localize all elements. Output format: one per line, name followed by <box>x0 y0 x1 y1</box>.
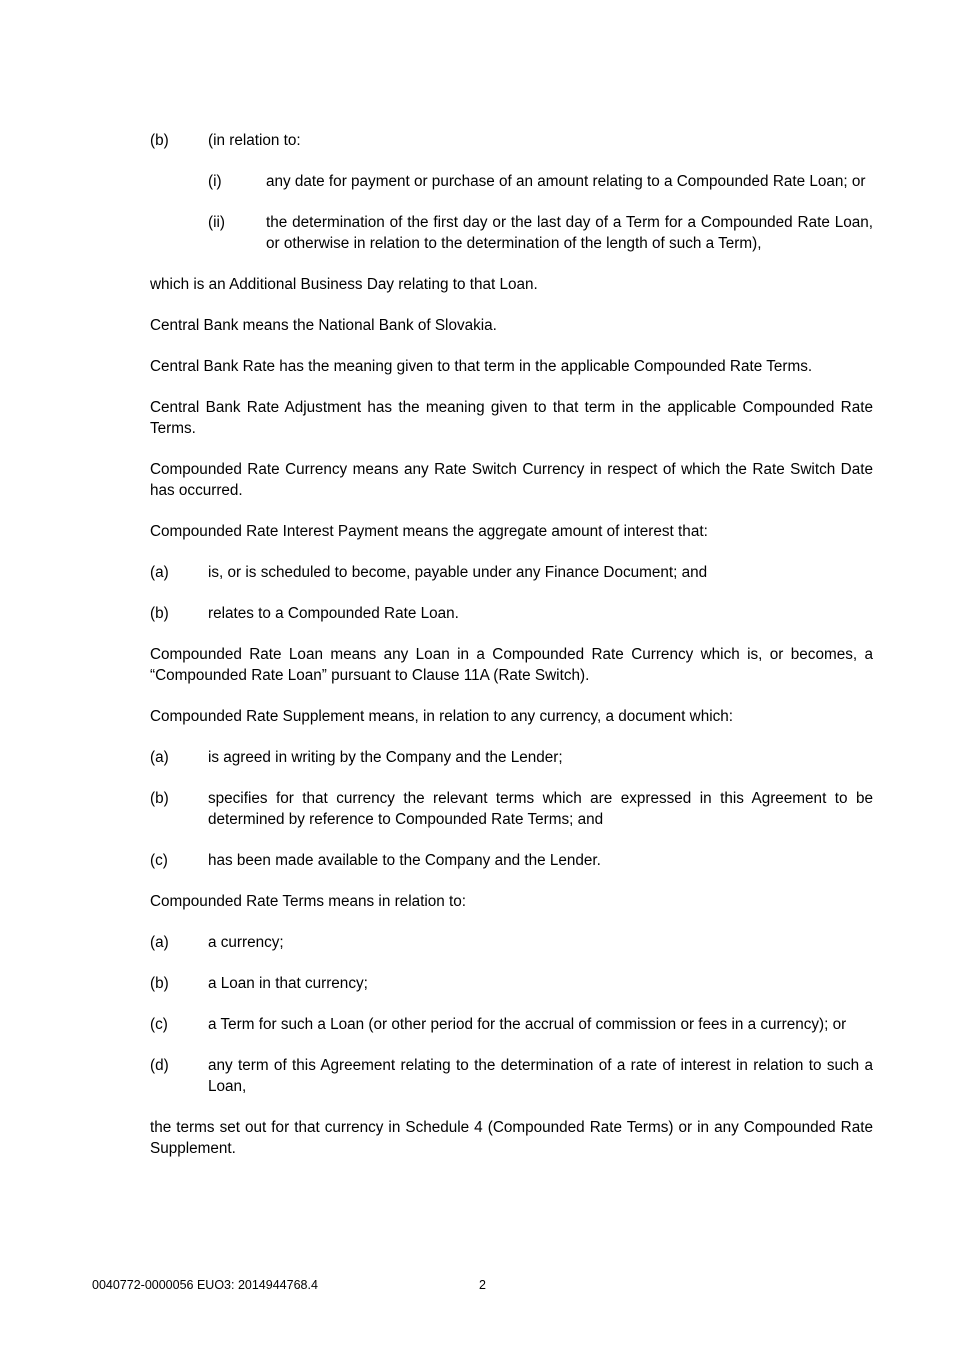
page-number: 2 <box>479 1278 486 1292</box>
list-item <box>150 973 873 994</box>
definition-compounded-rate-supplement: Compounded Rate Supplement means, in relation to any currency, a document which: <box>150 708 734 725</box>
item-label: (i) <box>208 173 222 190</box>
item-label: (b) <box>150 132 169 149</box>
list-item <box>150 603 873 624</box>
item-label: (c) <box>150 852 168 869</box>
item-text: the determination of the first day or the last day of a Term for a Compounded Rate Loan, or otherwise in relation to the determination of the length of such a Term), <box>266 214 873 252</box>
paragraph: the terms set out for that currency in Schedule 4 (Compounded Rate Terms) or in any Compounded Rate Supplement. <box>150 1119 873 1157</box>
item-label: (a) <box>150 564 169 581</box>
document-body <box>150 130 873 1159</box>
list-item <box>150 850 873 871</box>
list-item <box>208 171 873 192</box>
definition-central-bank-rate-adjustment: Central Bank Rate Adjustment has the meaning given to that term in the applicable Compounded Rate Terms. <box>150 399 873 437</box>
item-label: (b) <box>150 975 169 992</box>
item-text: (in relation to: <box>208 132 301 149</box>
definition-compounded-rate-interest-payment: Compounded Rate Interest Payment means the aggregate amount of interest that: <box>150 523 708 540</box>
list-item <box>150 562 873 583</box>
list-item <box>150 1055 873 1097</box>
item-text: a Loan in that currency; <box>208 975 368 992</box>
item-label: (ii) <box>208 214 225 231</box>
item-text: any date for payment or purchase of an amount relating to a Compounded Rate Loan; or <box>266 173 866 190</box>
list-item <box>208 212 873 254</box>
item-text: relates to a Compounded Rate Loan. <box>208 605 459 622</box>
item-text: specifies for that currency the relevant terms which are expressed in this Agreement to be determined by reference to Compounded Rate Terms; and <box>208 790 873 828</box>
list-item <box>150 932 873 953</box>
item-text: a Term for such a Loan (or other period for the accrual of commission or fees in a currency); or <box>208 1016 847 1033</box>
item-text: any term of this Agreement relating to the determination of a rate of interest in relation to such a Loan, <box>208 1057 873 1095</box>
list-item <box>150 788 873 830</box>
list-item <box>150 1014 873 1035</box>
item-label: (c) <box>150 1016 168 1033</box>
definition-central-bank-rate: Central Bank Rate has the meaning given to that term in the applicable Compounded Rate Terms. <box>150 358 813 375</box>
item-text: has been made available to the Company and the Lender. <box>208 852 601 869</box>
footer-reference: 0040772-0000056 EUO3: 2014944768.4 <box>92 1278 318 1292</box>
item-label: (a) <box>150 934 169 951</box>
paragraph: which is an Additional Business Day relating to that Loan. <box>150 276 538 293</box>
item-text: a currency; <box>208 934 284 951</box>
item-label: (b) <box>150 605 169 622</box>
definition-compounded-rate-loan: Compounded Rate Loan means any Loan in a Compounded Rate Currency which is, or becomes, a “Compounded Rate Loan” pursuant to Clause 11A (Rate Switch). <box>150 646 873 684</box>
item-label: (b) <box>150 790 169 807</box>
list-item <box>150 747 873 768</box>
item-label: (a) <box>150 749 169 766</box>
item-text: is agreed in writing by the Company and the Lender; <box>208 749 563 766</box>
definition-compounded-rate-terms: Compounded Rate Terms means in relation to: <box>150 893 467 910</box>
definition-compounded-rate-currency: Compounded Rate Currency means any Rate Switch Currency in respect of which the Rate Switch Date has occurred. <box>150 461 873 499</box>
item-label: (d) <box>150 1057 169 1074</box>
list-item <box>150 130 873 151</box>
definition-central-bank: Central Bank means the National Bank of Slovakia. <box>150 317 497 334</box>
item-text: is, or is scheduled to become, payable under any Finance Document; and <box>208 564 708 581</box>
